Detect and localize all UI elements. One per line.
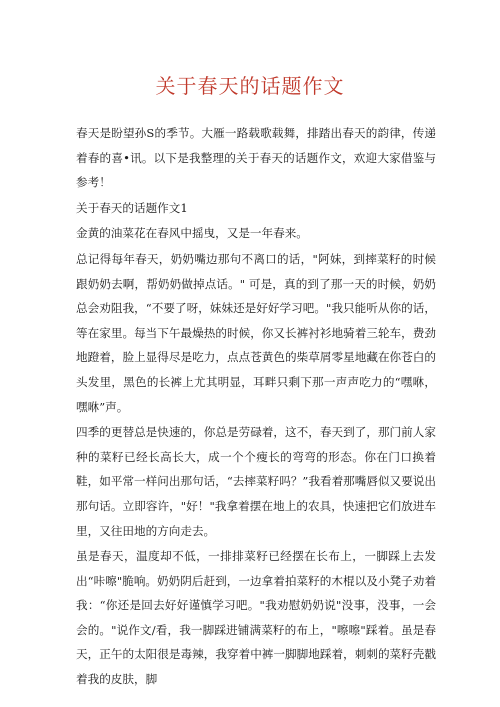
article-body xyxy=(76,118,436,693)
paragraph: 四季的更替总是快速的，你总是劳碌着，这不，春天到了，那门前人家种的菜籽已经长高长大，成一个个瘦长的弯弯的形态。你在门口换着鞋，如平常一样问出那句话，“去摔菜籽吗？”我看着那嘴唇似又要说出那句话。立即容许，"好！"我拿着摆在地上的农具，快速把它们放进车里，又往田地的方向走去。 xyxy=(76,425,436,538)
page-title: 关于春天的话题作文 xyxy=(155,74,345,98)
section-heading: 关于春天的话题作文1 xyxy=(76,200,188,215)
paragraph: 总记得每年春天，奶奶嘴边那句不离口的话，"阿妹，到摔菜籽的时候跟奶奶去啊，帮奶奶做掉点话。" 可是，真的到了那一天的时候，奶奶总会劝阻我，“不要了呀，妹妹还是好好学习吧。"我只能听从你的话，等在家里。每当下午最燥热的时候，你又长裤衬衫地骑着三轮车，费劲地蹬着，脸上显得尽是吃力，点点苍黄色的柴草屑零星地藏在你苍白的头发里，黑色的长裤上尤其明显，耳畔只剩下那一声声吃力的“嘿咻，嘿咻”声。 xyxy=(76,251,436,414)
paragraph-intro: 春天是盼望孙S的季节。大雁一路载歌载舞，排踏出春天的韵律，传递着春的喜•讯。以下是我整理的关于春天的话题作文，欢迎大家借鉴与参考！ xyxy=(76,126,436,190)
paragraph: 金黄的油菜花在春风中摇曳，又是一年春来。 xyxy=(76,226,308,241)
paragraph: 虽是春天，温度却不低，一排排菜籽已经摆在长布上，一脚踩上去发出“咔嚓"脆响。奶奶阴后赶到，一边拿着拍菜籽的木棍以及小凳子劝着我：“你还是回去好好谨慎学习吧。"我劝慰奶奶说"没事，没事，一会会的。"说作文/看，我一脚踩进铺满菜籽的布上，"嚓嚓"踩着。虽是春天，正午的太阳很是毒辣，我穿着中裤一脚脚地踩着，刺刺的菜籽壳戳着我的皮肤，脚 xyxy=(76,549,436,687)
